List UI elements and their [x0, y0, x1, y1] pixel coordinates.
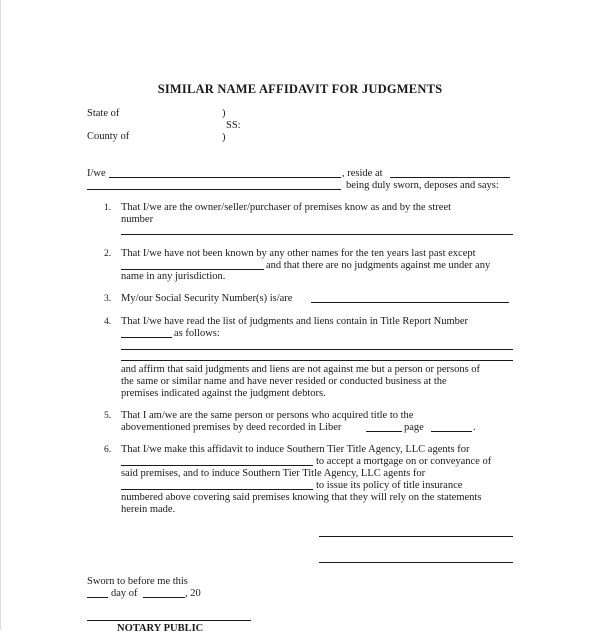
notary-public-label: NOTARY PUBLIC — [117, 623, 204, 634]
item-6-line-3: said premises, and to induce Southern Tier Title Agency, LLC agents for — [121, 468, 426, 479]
venue-paren-1: ) — [222, 108, 226, 119]
item-6-line-6: herein made. — [121, 504, 176, 515]
item-4-line-2: as follows: — [174, 328, 220, 339]
item-4-line-4: the same or similar name and have never resided or conducted business at the — [121, 376, 447, 387]
insured-party-blank[interactable] — [121, 489, 313, 490]
item-number-1: 1. — [104, 203, 112, 213]
ssn-blank[interactable] — [311, 302, 509, 303]
venue-paren-2: ) — [222, 132, 226, 143]
item-2-line-1: That I/we have not been known by any other names for the ten years last past except — [121, 248, 476, 259]
item-number-6: 6. — [104, 445, 112, 455]
item-4-line-1: That I/we have read the list of judgments and liens contain in Title Report Number — [121, 316, 469, 327]
item-4-line-3: and affirm that said judgments and liens are not against me but a person or persons of — [121, 364, 481, 375]
item-2-line-2: and that there are no judgments against me under any — [266, 260, 491, 271]
month-blank[interactable] — [143, 597, 185, 598]
sworn-statement: being duly sworn, deposes and says: — [346, 180, 499, 191]
address-blank-1[interactable] — [390, 177, 510, 178]
county-label: County of — [87, 131, 130, 142]
item-number-2: 2. — [104, 249, 112, 259]
ss-label: SS: — [226, 120, 241, 131]
item-3-line-1: My/our Social Security Number(s) is/are — [121, 293, 293, 304]
address-blank-2[interactable] — [87, 189, 341, 190]
item-2-line-3: name in any jurisdiction. — [121, 271, 226, 282]
year-label: , 20 — [185, 588, 201, 599]
item-5-line-2: abovementioned premises by deed recorded in Liber — [121, 422, 342, 433]
page-label: page — [404, 422, 424, 433]
day-of-label: day of — [111, 588, 138, 599]
page-blank[interactable] — [431, 431, 472, 432]
item-1-line-1: That I/we are the owner/seller/purchaser of premises know as and by the street — [121, 202, 452, 213]
item-5-period: . — [473, 422, 476, 433]
item-6-line-1: That I/we make this affidavit to induce Southern Tier Title Agency, LLC agents for — [121, 444, 470, 455]
item-number-5: 5. — [104, 411, 112, 421]
judgments-blank-1[interactable] — [121, 349, 513, 350]
iwe-label: I/we — [87, 168, 106, 179]
notary-signature-line[interactable] — [87, 620, 251, 621]
item-6-line-4: to issue its policy of title insurance — [316, 480, 463, 491]
item-5-line-1: That I am/we are the same person or persons who acquired title to the — [121, 410, 414, 421]
signature-line-1[interactable] — [319, 536, 513, 537]
item-6-line-5: numbered above covering said premises knowing that they will rely on the statements — [121, 492, 482, 503]
day-blank[interactable] — [87, 597, 108, 598]
document-title: SIMILAR NAME AFFIDAVIT FOR JUDGMENTS — [157, 82, 443, 96]
item-number-3: 3. — [104, 294, 112, 304]
item-4-line-5: premises indicated against the judgment debtors. — [121, 388, 326, 399]
title-report-blank[interactable] — [121, 337, 172, 338]
signature-line-2[interactable] — [319, 562, 513, 563]
item-number-4: 4. — [104, 317, 112, 327]
item-6-line-2: to accept a mortgage on or conveyance of — [316, 456, 492, 467]
state-label: State of — [87, 108, 120, 119]
judgments-blank-2[interactable] — [121, 360, 513, 361]
name-blank[interactable] — [109, 177, 341, 178]
street-number-blank[interactable] — [121, 234, 513, 235]
sworn-before-me: Sworn to before me this — [87, 576, 188, 587]
mortgage-party-blank[interactable] — [121, 465, 313, 466]
item-1-line-2: number — [121, 214, 154, 225]
reside-at-label: , reside at — [342, 168, 383, 179]
liber-blank[interactable] — [366, 431, 402, 432]
